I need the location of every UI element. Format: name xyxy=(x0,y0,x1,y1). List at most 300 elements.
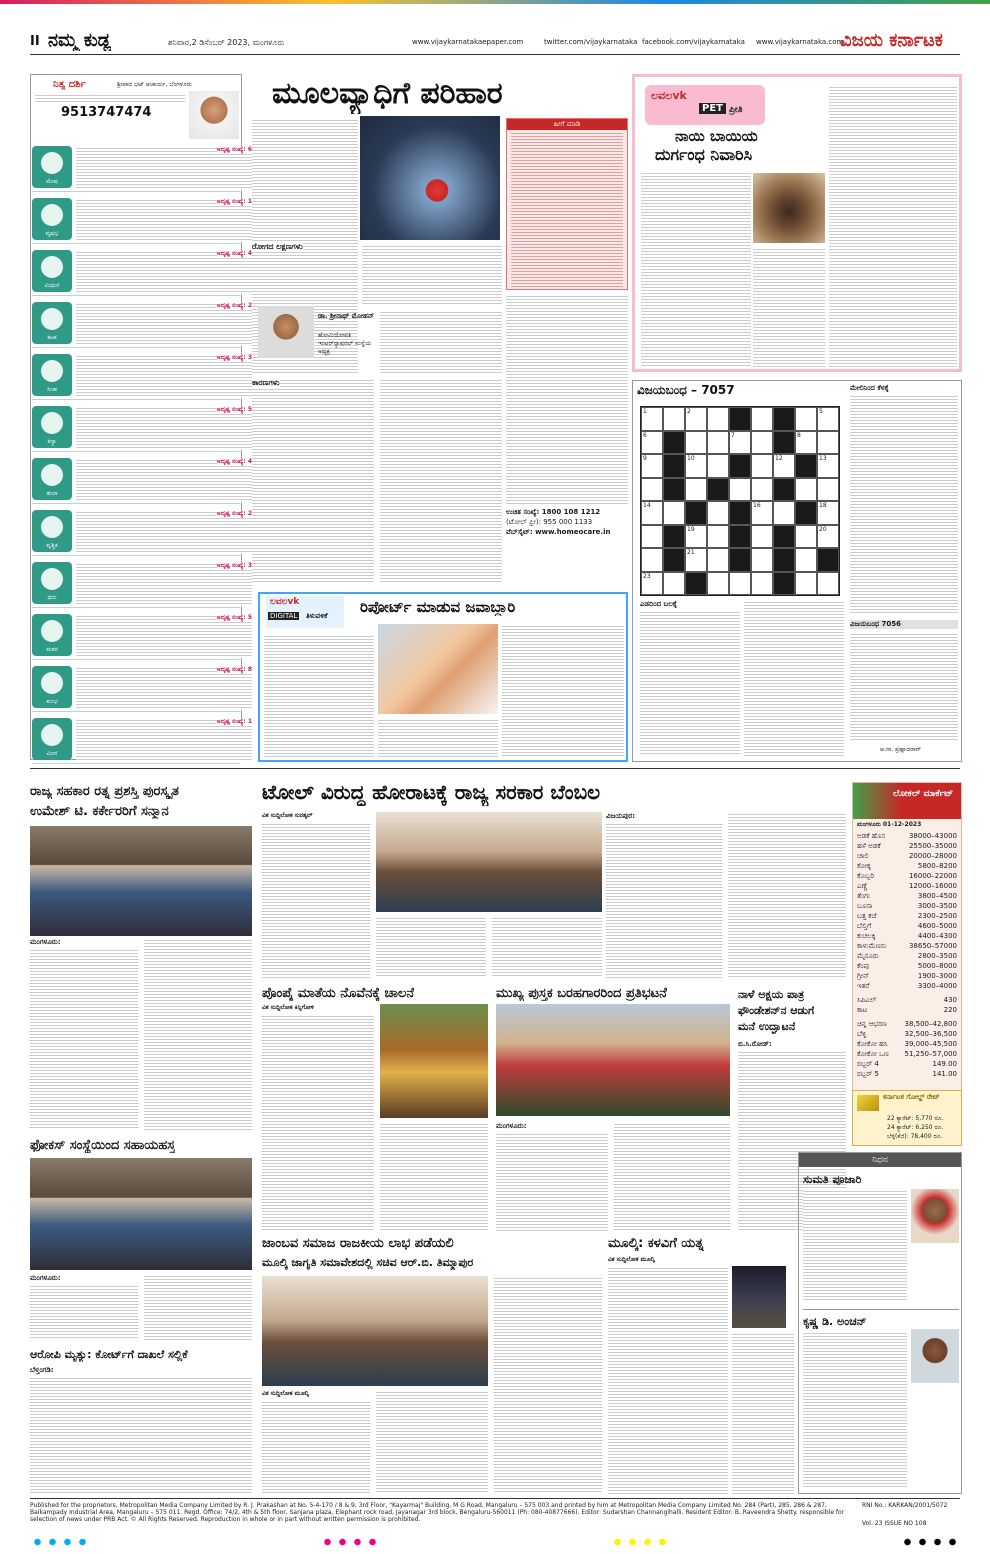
crossword-block xyxy=(729,407,751,431)
jambava-headline-1: ಜಾಂಬವ ಸಮಾಜ ರಾಜಕೀಯ ಲಾಭ ಪಡೆಯಲಿ xyxy=(262,1236,454,1251)
pet-tag2: ಪ್ರೀತಿ xyxy=(729,105,743,115)
protest-body-2 xyxy=(614,1122,730,1232)
horoscope-text xyxy=(76,458,252,502)
twitter-link[interactable]: twitter.com/vijaykarnataka xyxy=(544,38,638,46)
market-price: 1900–3000 xyxy=(917,972,957,980)
zodiac-icon xyxy=(32,614,72,656)
crossword-cell[interactable] xyxy=(817,572,839,596)
market-item: ಚಿನ್ನ ಆಭರಣ xyxy=(857,1020,887,1028)
market-price: 32,500–36,500 xyxy=(904,1030,957,1038)
crossword-block xyxy=(729,525,751,549)
theft-headline: ಮೂಲ್ಕಿ: ಕಳವಿಗೆ ಯತ್ನ xyxy=(608,1236,704,1251)
horoscope-text xyxy=(76,510,252,554)
market-row xyxy=(853,921,961,931)
market-row xyxy=(853,1005,961,1015)
crossword-cell[interactable] xyxy=(707,454,729,478)
market-title: ಲೋಕಲ್ ಮಾರ್ಕೆಟ್ xyxy=(893,789,954,799)
market-row xyxy=(853,981,961,991)
clue-number: 16 xyxy=(753,502,761,509)
market-item: ಬೆಳ್ಳಿ xyxy=(857,1030,867,1038)
crossword-block xyxy=(773,478,795,502)
toll-headline: ಟೋಲ್ ವಿರುದ್ಧ ಹೋರಾಟಕ್ಕೆ ರಾಜ್ಯ ಸರಕಾರ ಬೆಂಬಲ xyxy=(262,780,601,804)
zodiac-icon xyxy=(32,198,72,240)
rni-number: RNI No.: KARKAN/2001/5072 xyxy=(862,1502,948,1509)
lucky-number: ಅದೃಷ್ಟ ಸಂಖ್ಯೆ: 3 xyxy=(216,354,252,361)
jambava-body-2 xyxy=(376,1390,488,1494)
market-price: 20000–28000 xyxy=(908,852,957,860)
clue-number: 13 xyxy=(819,455,827,462)
horoscope-text xyxy=(76,354,252,398)
horoscope-text xyxy=(76,250,252,294)
crossword-cell[interactable] xyxy=(751,431,773,455)
horoscope-item xyxy=(32,142,252,192)
market-item: ತೆಂಗು xyxy=(857,892,871,900)
market-item: ಬತ್ತ ಕಜೆ xyxy=(857,912,877,920)
toll-body-1 xyxy=(262,822,370,978)
market-row xyxy=(853,861,961,871)
toll-body-5 xyxy=(728,812,846,978)
crossword-block xyxy=(685,572,707,596)
market-row xyxy=(853,995,961,1005)
market-price: 12000–16000 xyxy=(908,882,957,890)
market-header xyxy=(853,783,961,819)
crossword-cell[interactable] xyxy=(795,525,817,549)
crossword-cell[interactable] xyxy=(707,431,729,455)
crossword-cell[interactable] xyxy=(817,407,839,431)
crossword-grid[interactable] xyxy=(640,406,840,596)
temple-byline: ವಿಕ ಸುದ್ದಿಲೋಕ ಕಿನ್ನಿಗೋಳಿ xyxy=(262,1004,314,1011)
crossword-cell[interactable] xyxy=(817,454,839,478)
focus-body-1 xyxy=(30,1284,138,1340)
horoscope-item xyxy=(32,350,252,400)
market-item: ಬೆಲ್ತಿಗೆ xyxy=(857,922,872,930)
market-item: ಕೋಕೋ ಒಣ xyxy=(857,1050,889,1058)
zodiac-icon xyxy=(32,406,72,448)
crossword-cell[interactable] xyxy=(795,478,817,502)
digital-headline: ರಿಪೋರ್ಟ್ ಮಾಡುವ ಜವಾಬ್ದಾರಿ xyxy=(360,598,516,616)
crossword-block xyxy=(773,431,795,455)
market-price: 430 xyxy=(943,996,957,1004)
market-item: ಚಾಲಿ xyxy=(857,852,869,860)
jambava-headline-2: ಮೂಲ್ಕಿ ಜಾಗೃತಿ ಸಮಾವೇಶದಲ್ಲಿ ಸಚಿವ ಆರ್.ಬಿ. ತಿಮ್ಮಾಪುರ xyxy=(262,1256,474,1269)
gold-title: ಕರ್ನಾಟಕ ಗೋಲ್ಡ್ ರೇಟ್ xyxy=(883,1093,940,1101)
market-item: ಕುಚಲಕ್ಕಿ xyxy=(857,932,876,940)
pet-headline-1: ನಾಯಿ ಬಾಯಿಯ xyxy=(675,127,758,145)
market-row xyxy=(853,901,961,911)
market-row xyxy=(853,1039,961,1049)
health-tip-title: ಹೀಗೆ ಮಾಡಿ xyxy=(507,119,627,130)
market-price: 39,000–45,500 xyxy=(904,1040,957,1048)
website-link[interactable]: www.vijaykarnataka.com xyxy=(756,38,844,46)
theft-body-1 xyxy=(608,1266,728,1494)
clue-number: 2 xyxy=(687,408,691,415)
award-headline-2: ಉಮೇಶ್ ಟಿ. ಕರ್ಕೇರರಿಗೆ ಸನ್ಮಾನ xyxy=(30,804,169,819)
toll-body-3 xyxy=(492,916,602,978)
crossword-cell[interactable] xyxy=(641,501,663,525)
market-item: ಕೆಂಪು xyxy=(857,962,870,970)
crossword-cell[interactable] xyxy=(729,431,751,455)
page-header xyxy=(0,0,990,68)
market-price: 25500–35000 xyxy=(908,842,957,850)
market-row xyxy=(853,951,961,961)
temple-photo xyxy=(380,1004,488,1118)
masthead: ವಿಜಯ ಕರ್ನಾಟಕ xyxy=(840,30,943,51)
zodiac-icon xyxy=(32,718,72,760)
jambava-photo xyxy=(262,1276,488,1386)
zodiac-sign: ವೃಶ್ಚಿಕ xyxy=(46,542,58,549)
health-body-3 xyxy=(380,310,502,374)
zodiac-icon xyxy=(32,354,72,396)
zodiac-icon xyxy=(32,302,72,344)
digital-brand: ಲವಲvk xyxy=(270,597,300,607)
zodiac-sign: ಕುಂಭ xyxy=(46,698,58,705)
market-row xyxy=(853,1049,961,1059)
crossword-block xyxy=(795,454,817,478)
crossword-cell[interactable] xyxy=(685,525,707,549)
crossword-down-title: ಮೇಲಿನಿಂದ ಕೆಳಕ್ಕೆ xyxy=(850,384,889,392)
crossword-block xyxy=(773,525,795,549)
theft-body-2 xyxy=(732,1332,794,1494)
crossword-cell[interactable] xyxy=(751,501,773,525)
crossword-cell[interactable] xyxy=(795,572,817,596)
horoscope-text xyxy=(76,614,252,658)
market-row xyxy=(853,911,961,921)
digital-label-2: ತಿಳುವಳಿಕೆ xyxy=(306,612,328,620)
crossword-cell[interactable] xyxy=(663,407,685,431)
lucky-number: ಅದೃಷ್ಟ ಸಂಖ್ಯೆ: 6 xyxy=(216,146,252,153)
phone-hand-photo xyxy=(378,624,498,714)
clue-number: 21 xyxy=(687,549,695,556)
clue-number: 18 xyxy=(819,502,827,509)
health-body-4 xyxy=(252,378,374,584)
digital-label: DIGITAL xyxy=(270,612,298,620)
horoscope-item xyxy=(32,454,252,504)
market-price: 51,250–57,000 xyxy=(904,1050,957,1058)
crossword-block xyxy=(729,548,751,572)
crossword-cell[interactable] xyxy=(685,431,707,455)
crossword-block xyxy=(773,407,795,431)
crossword-across-title: ಎಡದಿಂದ ಬಲಕ್ಕೆ xyxy=(640,600,677,608)
market-row xyxy=(853,1029,961,1039)
lucky-number: ಅದೃಷ್ಟ ಸಂಖ್ಯೆ: 5 xyxy=(216,614,252,621)
crossword-cell[interactable] xyxy=(641,407,663,431)
market-row xyxy=(853,1019,961,1029)
market-row xyxy=(853,941,961,951)
issue-date: ಶನಿವಾರ,2 ಡಿಸೆಂಬರ್ 2023, ಮಂಗಳೂರು xyxy=(168,38,285,47)
crossword-cell[interactable] xyxy=(751,548,773,572)
crossword-cell[interactable] xyxy=(817,501,839,525)
obituary-name-2: ಕೃಷ್ಣ ಡಿ. ಅಂಚನ್ xyxy=(803,1315,867,1328)
crossword-block xyxy=(795,501,817,525)
zodiac-sign: ತುಲಾ xyxy=(46,490,58,497)
zodiac-sign: ಮಿಥುನ xyxy=(44,282,60,289)
market-price: 3300–4000 xyxy=(917,982,957,990)
market-row xyxy=(853,1069,961,1079)
author-photo xyxy=(258,306,314,358)
crossword-across-clues xyxy=(640,610,740,756)
crossword-cell[interactable] xyxy=(707,525,729,549)
zodiac-icon xyxy=(32,666,72,708)
market-row xyxy=(853,931,961,941)
crossword-answers-title: ವಿಜಯಬಂಧ 7056 xyxy=(850,620,958,629)
astrologer-photo xyxy=(189,91,239,139)
jambava-body-1 xyxy=(262,1400,370,1494)
theft-photo xyxy=(732,1266,786,1328)
pet-panel xyxy=(632,74,962,372)
clue-number: 8 xyxy=(797,431,801,439)
akshaya-headline-3: ಮನೆ ಉದ್ಘಾಟನೆ xyxy=(738,1020,796,1033)
health-tip-box xyxy=(506,118,628,290)
market-price: 3800–4500 xyxy=(917,892,957,900)
zodiac-sign: ಮೇಷ xyxy=(46,178,58,185)
crossword-cell[interactable] xyxy=(773,501,795,525)
crossword-across-clues-2 xyxy=(744,600,844,756)
crossword-block xyxy=(663,525,685,549)
crossword-cell[interactable] xyxy=(729,478,751,502)
pet-brand: ಲವಲvk xyxy=(651,89,687,102)
dog-photo xyxy=(753,173,825,243)
market-price: 3000–3500 xyxy=(917,902,957,910)
crossword-cell[interactable] xyxy=(817,431,839,455)
market-item: ಕಾಟ xyxy=(857,1006,868,1014)
clue-number: 19 xyxy=(687,525,695,533)
digital-logo xyxy=(266,596,344,628)
crossword-cell[interactable] xyxy=(641,525,663,549)
crossword-cell[interactable] xyxy=(641,454,663,478)
lucky-number: ಅದೃಷ್ಟ ಸಂಖ್ಯೆ: 8 xyxy=(216,666,252,673)
lucky-number: ಅದೃಷ್ಟ ಸಂಖ್ಯೆ: 2 xyxy=(216,510,252,517)
market-rows xyxy=(853,831,961,1079)
gold-24k: 24 ಕ್ಯಾರೆಟ್: 6,250 ರೂ. xyxy=(887,1124,944,1131)
page-number: II xyxy=(30,34,40,49)
crossword-cell[interactable] xyxy=(795,431,817,455)
crossword-cell[interactable] xyxy=(729,572,751,596)
crossword-cell[interactable] xyxy=(707,407,729,431)
health-body-5 xyxy=(380,378,502,584)
gold-panel xyxy=(852,1090,962,1146)
pet-body-2 xyxy=(753,247,825,367)
crossword-block xyxy=(729,454,751,478)
crossword-cell[interactable] xyxy=(707,572,729,596)
horoscope-intro xyxy=(35,93,185,103)
focus-headline: ಫೋಕಸ್ ಸಂಸ್ಥೆಯಿಂದ ಸಹಾಯಹಸ್ತ xyxy=(30,1138,176,1153)
horoscope-item xyxy=(32,246,252,296)
horoscope-item xyxy=(32,714,252,764)
crossword-cell[interactable] xyxy=(751,407,773,431)
horoscope-item xyxy=(32,558,252,608)
crossword-cell[interactable] xyxy=(773,454,795,478)
temple-body-2 xyxy=(380,1122,488,1232)
crossword-cell[interactable] xyxy=(751,454,773,478)
lucky-number: ಅದೃಷ್ಟ ಸಂಖ್ಯೆ: 2 xyxy=(216,302,252,309)
zodiac-sign: ಮಕರ xyxy=(46,646,58,653)
market-price: 5000–8000 xyxy=(917,962,957,970)
zodiac-icon xyxy=(32,562,72,604)
crossword-cell[interactable] xyxy=(641,431,663,455)
toll-dateline: ವಿಜಯಪುರ: xyxy=(606,812,635,820)
court-dateline: ಬೆಳ್ತಂಗಡಿ: xyxy=(30,1366,54,1374)
market-item: ಅಡಕೆ ಹೊಸ xyxy=(857,832,886,840)
digital-panel xyxy=(258,592,628,762)
horoscope-title: ನಿತ್ಯ ದರ್ಶಿ xyxy=(53,79,86,90)
author-name: ಡಾ. ಶ್ರೀನಾಥ್ ಮೋಹನ್ xyxy=(318,312,375,320)
horoscope-text xyxy=(76,302,252,346)
clue-number: 14 xyxy=(643,502,651,509)
crossword-cell[interactable] xyxy=(641,572,663,596)
clue-number: 1 xyxy=(643,408,647,415)
crossword-block xyxy=(817,548,839,572)
market-date: ಮಂಗಳೂರು 01-12-2023 xyxy=(857,821,922,828)
jambava-body-3 xyxy=(494,1276,602,1494)
obituary-title: ನಿಧನ xyxy=(799,1153,961,1167)
lucky-number: ಅದೃಷ್ಟ ಸಂಖ್ಯೆ: 1 xyxy=(216,198,252,205)
clue-number: 10 xyxy=(687,455,695,462)
market-item: ಸಿಪಿಎಲ್ xyxy=(857,996,877,1004)
focus-photo xyxy=(30,1158,252,1270)
award-photo xyxy=(30,826,252,936)
crossword-cell[interactable] xyxy=(817,525,839,549)
imprint: Published for the proprietors, Metropolitan Media Company Limited by R. J. Prakashan at No. 5-4-170 / 8 & 9, 3rd Floor, "Kayarmaj" Building, M G Road, Mangaluru – 575 003 and printed by him at Metropolitan Media Company Limited No. 284 (Part), 285, 286 & 287, Baikampady Industrial Area, Mangaluru – 575 011. Regd. Office: 74/2, 4th & 5th floor, Sanjana plaza, Elephant rock road, Jayanagar 3rd block, Bengaluru-560011 (Ph: 080-40877666). Editor: Sudarshan Channangihalli. Resident Editor: B. Raveendra Shetty. responsible for selection of news under PRB Act. © All Rights Reserved. Reproduction in whole or in part without written permission is prohibited. xyxy=(30,1502,845,1523)
crossword-cell[interactable] xyxy=(663,501,685,525)
facebook-link[interactable]: facebook.com/vijaykarnataka xyxy=(642,38,745,46)
akshaya-dateline: ಬಿ.ಸಿ.ರೋಡ್: xyxy=(738,1040,772,1048)
obituary-photo-2 xyxy=(911,1329,959,1383)
crossword-cell[interactable] xyxy=(795,407,817,431)
horoscope-item xyxy=(32,610,252,660)
crossword-block xyxy=(729,501,751,525)
market-row xyxy=(853,971,961,981)
crossword-cell[interactable] xyxy=(795,548,817,572)
lucky-number: ಅದೃಷ್ಟ ಸಂಖ್ಯೆ: 5 xyxy=(216,406,252,413)
crossword-title: ವಿಜಯಬಂಧ – 7057 xyxy=(637,383,735,397)
horoscope-item xyxy=(32,506,252,556)
pet-tag: PET xyxy=(699,103,726,114)
zodiac-icon xyxy=(32,146,72,188)
crossword-cell[interactable] xyxy=(685,454,707,478)
market-row xyxy=(853,961,961,971)
horoscope-item xyxy=(32,402,252,452)
award-dateline: ಮಂಗಳೂರು: xyxy=(30,938,61,946)
obituary-body-1 xyxy=(803,1189,907,1301)
epaper-link[interactable]: www.vijaykarnatakaepaper.com xyxy=(412,38,524,46)
color-strip xyxy=(0,0,990,4)
market-price: 141.00 xyxy=(932,1070,957,1078)
crossword-cell[interactable] xyxy=(663,572,685,596)
market-price: 2300–2500 xyxy=(917,912,957,920)
crossword-credit: ಆ.ನಾ. ಪ್ರಹ್ಲಾದರಾವ್ xyxy=(880,746,922,753)
crossword-block xyxy=(773,548,795,572)
horoscope-text xyxy=(76,562,252,606)
crossword-cell[interactable] xyxy=(817,478,839,502)
crossword-cell[interactable] xyxy=(685,407,707,431)
zodiac-sign: ಕನ್ಯಾ xyxy=(47,438,57,445)
crossword-cell[interactable] xyxy=(751,572,773,596)
pet-logo xyxy=(645,85,765,125)
crossword-cell[interactable] xyxy=(685,548,707,572)
market-item: ಇತರೆ xyxy=(857,982,870,990)
clue-number: 20 xyxy=(819,525,827,533)
clue-number: 12 xyxy=(775,455,783,462)
crossword-cell[interactable] xyxy=(641,478,663,502)
market-price: 38,500–42,800 xyxy=(904,1020,957,1028)
health-mobile: (ಟೋಲ್ ಫ್ರೀ): 955 000 1133 xyxy=(506,518,593,526)
lucky-number: ಅದೃಷ್ಟ ಸಂಖ್ಯೆ: 1 xyxy=(216,718,252,725)
health-subhead-1: ರೋಗದ ಲಕ್ಷಣಗಳು xyxy=(252,242,303,251)
crossword-block xyxy=(707,478,729,502)
market-row xyxy=(853,851,961,861)
digital-body-2 xyxy=(378,718,498,758)
pet-body-1 xyxy=(641,171,751,367)
market-row xyxy=(853,1059,961,1069)
horoscope-item xyxy=(32,194,252,244)
zodiac-icon xyxy=(32,250,72,292)
zodiac-sign: ಕಟಕ xyxy=(47,334,57,341)
crossword-down-clues xyxy=(850,394,958,614)
temple-body-1 xyxy=(262,1014,374,1232)
crossword-block xyxy=(685,501,707,525)
obituary-name-1: ಸುಮತಿ ಪೂಜಾರಿ xyxy=(803,1173,862,1186)
lucky-number: ಅದೃಷ್ಟ ಸಂಖ್ಯೆ: 4 xyxy=(216,250,252,257)
horoscope-text xyxy=(76,406,252,450)
health-website: ವೆಬ್‌ಸೈಟ್: www.homeocare.in xyxy=(506,528,611,536)
crossword-cell[interactable] xyxy=(641,548,663,572)
focus-body-2 xyxy=(144,1274,252,1340)
horoscope-text xyxy=(76,718,252,762)
crossword-cell[interactable] xyxy=(707,548,729,572)
market-item: ಕಾಳುಮೆಣಸು xyxy=(857,942,887,950)
registration-marks xyxy=(30,1536,960,1548)
market-price: 16000–22000 xyxy=(908,872,957,880)
health-photo xyxy=(360,116,500,240)
jambava-byline: ವಿಕ ಸುದ್ದಿಲೋಕ ಮೂಲ್ಕಿ xyxy=(262,1390,309,1397)
health-phone: ಉಚಿತ ಸಂಖ್ಯೆ: 1800 108 1212 xyxy=(506,508,601,516)
volume-issue: Vol. 23 ISSUE NO 108 xyxy=(862,1520,927,1527)
clue-number: 6 xyxy=(643,431,647,439)
zodiac-sign: ಮೀನ xyxy=(46,750,58,757)
crossword-answers xyxy=(850,632,958,742)
zodiac-icon xyxy=(32,510,72,552)
zodiac-icon xyxy=(32,458,72,500)
zodiac-sign: ಸಿಂಹ xyxy=(46,386,57,393)
court-headline: ಆರೋಪಿ ಮೃತ್ಯು: ಕೋರ್ಟ್‌ಗೆ ದಾಖಲೆ ಸಲ್ಲಿಕೆ xyxy=(30,1348,188,1361)
astrologer-phone: 9513747474 xyxy=(61,105,152,120)
crossword-cell[interactable] xyxy=(751,478,773,502)
akshaya-headline-2: ಫೌಂಡೇಶನ್‌ನ ಆಡುಗೆ xyxy=(738,1004,815,1017)
award-body-1 xyxy=(30,948,138,1130)
toll-body-4 xyxy=(606,822,722,978)
market-price: 38650–57000 xyxy=(908,942,957,950)
lucky-number: ಅದೃಷ್ಟ ಸಂಖ್ಯೆ: 3 xyxy=(216,562,252,569)
market-item: ರಬ್ಬರ್ 4 xyxy=(857,1060,879,1068)
digital-body-1 xyxy=(264,634,374,758)
market-price: 5800–8200 xyxy=(917,862,957,870)
horoscope-text xyxy=(76,666,252,710)
pet-body-3 xyxy=(829,85,957,367)
toll-photo xyxy=(376,812,602,912)
market-row xyxy=(853,881,961,891)
crossword-cell[interactable] xyxy=(751,525,773,549)
astrologer-name: ಶ್ರೀಪಾದ ಭಟ್ ಆಚಾರ್ಯ, ಬೆಂಗಳೂರು xyxy=(117,81,192,88)
crossword-cell[interactable] xyxy=(685,478,707,502)
horoscope-text xyxy=(76,198,252,242)
market-item: ಗ್ರೀನ್ xyxy=(857,972,870,980)
clue-number: 5 xyxy=(819,408,823,415)
obituary-panel xyxy=(798,1152,962,1494)
market-price: 4600–5000 xyxy=(917,922,957,930)
crossword-block xyxy=(663,548,685,572)
crossword-cell[interactable] xyxy=(707,501,729,525)
award-headline-1: ರಾಜ್ಯ ಸಹಕಾರ ರತ್ನ ಪ್ರಶಸ್ತಿ ಪುರಸ್ಕೃತ xyxy=(30,784,179,799)
